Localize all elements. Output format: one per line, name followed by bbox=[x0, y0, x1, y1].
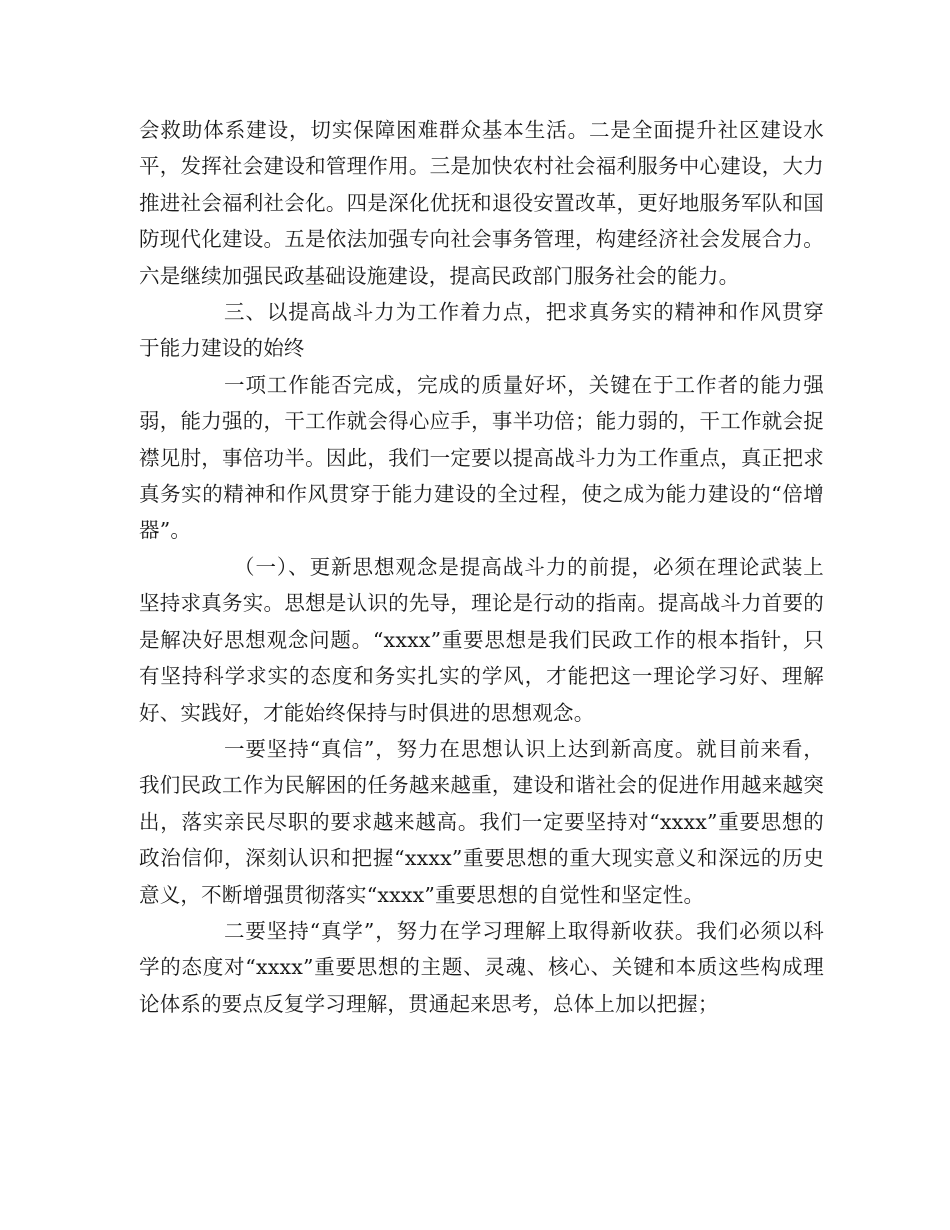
document-body bbox=[139, 112, 824, 1022]
subsection-paragraph: （一）、更新思想观念是提高战斗力的前提，必须在理论武装上坚持求真务实。思想是认识的先导，理论是行动的指南。提高战斗力首要的是解决好思想观念问题。“xxxx”重要思想是我们民政工作的根本指针，只有坚持科学求实的态度和务实扎实的学风，才能把这一理论学习好、理解好、实践好，才能始终保持与时俱进的思想观念。 bbox=[139, 554, 824, 725]
paragraph: 一要坚持“真信”，努力在思想认识上达到新高度。就目前来看，我们民政工作为民解困的任务越来越重，建设和谐社会的促进作用越来越突出，落实亲民尽职的要求越来越高。我们一定要坚持对“xxxx”重要思想的政治信仰，深刻认识和把握“xxxx”重要思想的重大现实意义和深远的历史意义，不断增强贯彻落实“xxxx”重要思想的自觉性和坚定性。 bbox=[139, 736, 824, 907]
section-heading: 三、以提高战斗力为工作着力点，把求真务实的精神和作风贯穿于能力建设的始终 bbox=[139, 300, 824, 361]
paragraph: 一项工作能否完成，完成的质量好坏，关键在于工作者的能力强弱，能力强的，干工作就会得心应手，事半功倍；能力弱的，干工作就会捉襟见肘，事倍功半。因此，我们一定要以提高战斗力为工作重点，真正把求真务实的精神和作风贯穿于能力建设的全过程，使之成为能力建设的“倍增器”。 bbox=[139, 372, 824, 543]
paragraph: 二要坚持“真学”，努力在学习理解上取得新收获。我们必须以科学的态度对“xxxx”重要思想的主题、灵魂、核心、关键和本质这些构成理论体系的要点反复学习理解，贯通起来思考，总体上加以把握； bbox=[139, 918, 824, 1016]
paragraph-continuation: 会救助体系建设，切实保障困难群众基本生活。二是全面提升社区建设水平，发挥社会建设和管理作用。三是加快农村社会福利服务中心建设，大力推进社会福利社会化。四是深化优抚和退役安置改革，更好地服务军队和国防现代化建设。五是依法加强专向社会事务管理，构建经济社会发展合力。六是继续加强民政基础设施建设，提高民政部门服务社会的能力。 bbox=[139, 118, 824, 288]
